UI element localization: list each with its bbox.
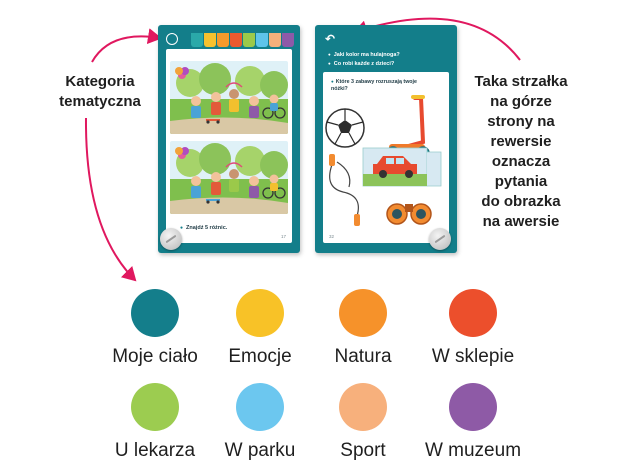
park-scene-top-image bbox=[170, 61, 288, 134]
category-stripe bbox=[204, 33, 216, 47]
category-dot bbox=[236, 383, 284, 431]
category-label: W muzeum bbox=[424, 440, 522, 461]
jump-rope-icon bbox=[329, 154, 360, 226]
category-label: Emocje bbox=[228, 346, 292, 367]
card-back bbox=[315, 25, 457, 253]
category-label: Moje ciało bbox=[112, 346, 198, 367]
arrow-annotation-line: na górze bbox=[490, 93, 552, 110]
back-arrow-icon: ↶ bbox=[325, 32, 336, 46]
category-stripes bbox=[190, 33, 294, 47]
puzzle-car-icon bbox=[363, 148, 441, 186]
back-question: ● Co robi każde z dzieci? bbox=[328, 61, 394, 67]
front-page-number: 17 bbox=[280, 234, 286, 239]
arrow-annotation-line: Taka strzałka bbox=[474, 73, 568, 90]
category-item bbox=[408, 383, 538, 462]
category-item bbox=[408, 289, 538, 368]
card-back-page bbox=[323, 72, 449, 243]
binder-ring-icon bbox=[429, 228, 451, 250]
category-dot bbox=[449, 383, 497, 431]
category-stripe bbox=[243, 33, 255, 47]
arrow-to-categories bbox=[86, 118, 135, 280]
arrow-to-stripes bbox=[92, 36, 160, 62]
category-dot bbox=[449, 289, 497, 337]
binoculars-icon bbox=[387, 204, 431, 224]
category-annotation bbox=[40, 72, 160, 112]
category-dot bbox=[339, 289, 387, 337]
category-dot bbox=[131, 383, 179, 431]
arrow-annotation-line: pytania bbox=[494, 173, 548, 190]
category-stripe bbox=[282, 33, 294, 47]
category-label: U lekarza bbox=[114, 440, 196, 461]
toys-image bbox=[323, 92, 449, 232]
arrow-annotation-line: do obrazka bbox=[481, 193, 561, 210]
arrow-annotation bbox=[455, 72, 587, 232]
category-label: W sklepie bbox=[431, 346, 515, 367]
category-annotation-line1: Kategoria bbox=[65, 73, 135, 90]
category-label: W parku bbox=[224, 440, 296, 461]
category-annotation-line2: tematyczna bbox=[59, 93, 141, 110]
category-stripe bbox=[217, 33, 229, 47]
category-dot bbox=[339, 383, 387, 431]
park-scene-bottom-image bbox=[170, 141, 288, 214]
back-page-number: 32 bbox=[329, 234, 335, 239]
category-dot bbox=[236, 289, 284, 337]
category-stripe bbox=[269, 33, 281, 47]
category-stripe bbox=[256, 33, 268, 47]
binder-ring-icon bbox=[160, 228, 182, 250]
arrow-annotation-line: rewersie bbox=[490, 133, 552, 150]
front-card-caption: ● Znajdź 5 różnic. bbox=[180, 225, 227, 231]
back-image-question: ● Które 3 zabawy rozruszają twoje nóżki? bbox=[331, 78, 431, 93]
soccer-ball-icon bbox=[326, 109, 364, 147]
category-label: Natura bbox=[334, 346, 392, 367]
back-question: ● Jaki kolor ma hulajnoga? bbox=[328, 52, 400, 58]
category-stripe bbox=[230, 33, 242, 47]
category-label: Sport bbox=[340, 440, 386, 461]
card-front-page bbox=[166, 49, 292, 243]
circle-icon bbox=[166, 33, 178, 45]
arrow-annotation-line: oznacza bbox=[491, 153, 551, 170]
category-stripe bbox=[191, 33, 203, 47]
arrow-annotation-line: na awersie bbox=[482, 213, 560, 230]
card-front bbox=[158, 25, 300, 253]
arrow-annotation-line: strony na bbox=[487, 113, 555, 130]
category-dot bbox=[131, 289, 179, 337]
